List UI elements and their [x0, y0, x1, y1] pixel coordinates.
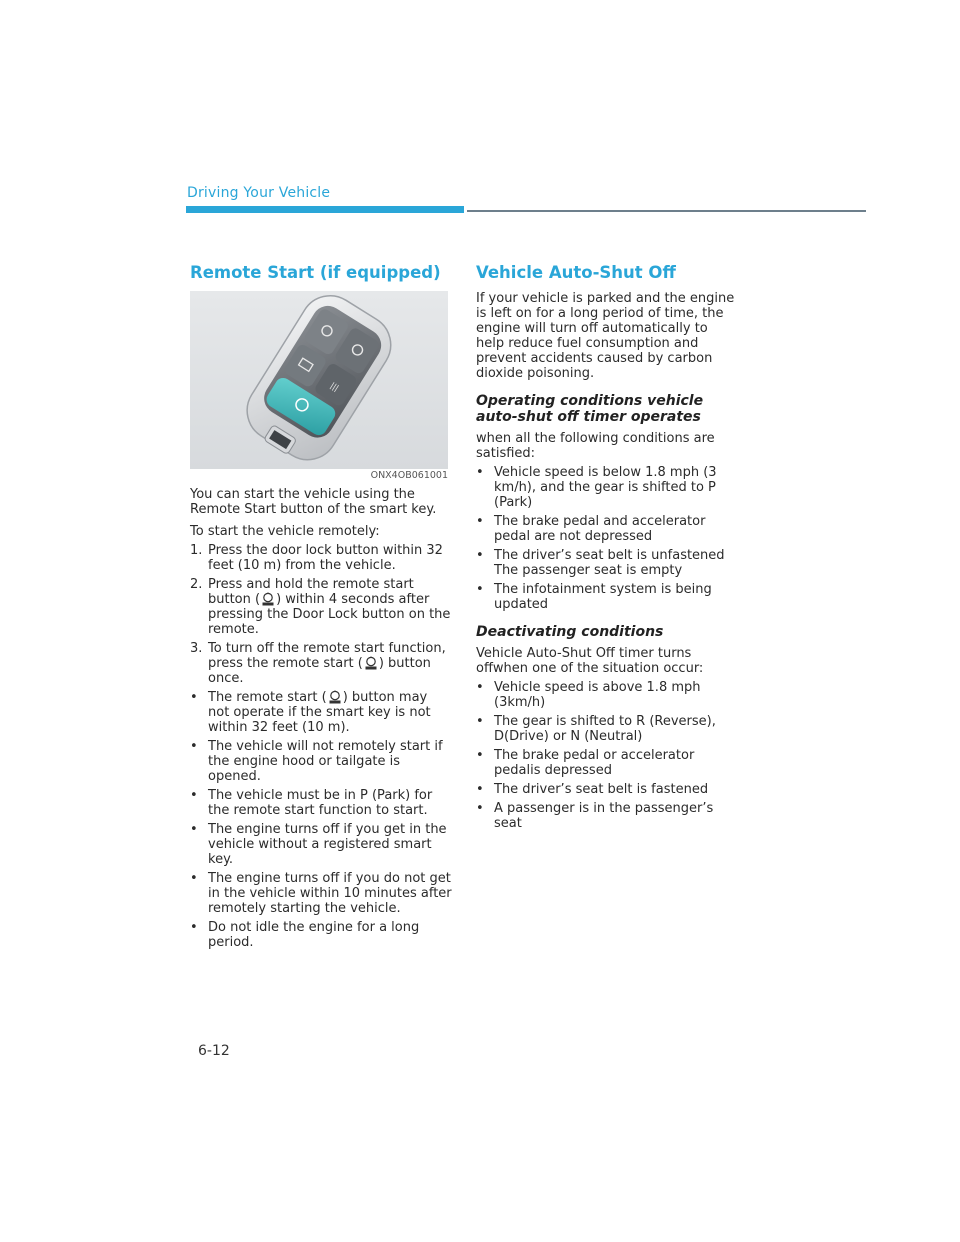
bullet: •: [476, 514, 484, 529]
header-accent-bar: [186, 206, 464, 213]
list-item: [476, 801, 738, 831]
bullet: •: [190, 788, 198, 803]
smart-key-figure: [190, 291, 448, 469]
bullet: •: [476, 714, 484, 729]
list-item: [190, 739, 452, 784]
deactivating-conditions-lead: Vehicle Auto-Shut Off timer turns offwhen one of the situation occur:: [476, 646, 704, 676]
list-item: [190, 690, 452, 735]
deactivating-conditions-list: [476, 680, 738, 831]
list-item: [476, 548, 738, 578]
condition-text: The brake pedal or accelerator pedalis depressed: [494, 748, 695, 778]
condition-text: A passenger is in the passenger’s seat: [494, 801, 714, 831]
figure-code: ONX4OB061001: [370, 470, 448, 481]
step-number: 3.: [190, 641, 203, 656]
remote-start-intro: You can start the vehicle using the Remote Start button of the smart key.: [190, 487, 437, 517]
condition-text: The brake pedal and accelerator pedal are not depressed: [494, 514, 706, 544]
list-item: [190, 577, 452, 637]
note-text-after: ) button may not operate if the smart key is not within 32 feet (10 m).: [208, 690, 431, 735]
step-text-after: ) within 4 seconds after pressing the Door Lock button on the remote.: [208, 592, 451, 637]
bullet: •: [190, 690, 198, 705]
bullet: •: [190, 920, 198, 935]
list-item: [190, 920, 452, 950]
right-column: [476, 262, 738, 835]
bullet: •: [476, 782, 484, 797]
list-item: [190, 641, 452, 686]
note-text: The vehicle must be in P (Park) for the remote start function to start.: [208, 788, 433, 818]
bullet: •: [476, 680, 484, 695]
step-text-after: ) button once.: [208, 656, 431, 686]
remote-start-steps: [190, 543, 452, 686]
note-text: The engine turns off if you do not get in the vehicle within 10 minutes after remotely starting the vehicle.: [208, 871, 452, 916]
bullet: •: [476, 582, 484, 597]
step-text: Press the door lock button within 32 feet (10 m) from the vehicle.: [208, 543, 443, 573]
list-item: [476, 680, 738, 710]
bullet: •: [476, 801, 484, 816]
bullet: •: [476, 548, 484, 563]
operating-conditions-heading: Operating conditions vehicle auto-shut off timer operates: [476, 393, 704, 425]
step-text-before: Press and hold the remote start button (: [208, 577, 414, 607]
note-text-before: The remote start (: [208, 690, 327, 705]
step-number: 2.: [190, 577, 203, 592]
list-item: [190, 788, 452, 818]
hold-remote-start-icon: [261, 592, 275, 606]
hold-remote-start-icon: [364, 656, 378, 670]
condition-text: Vehicle speed is above 1.8 mph (3km/h): [494, 680, 701, 710]
remote-start-heading: Remote Start (if equipped): [190, 263, 441, 282]
list-item: [476, 582, 738, 612]
auto-shut-off-intro: If your vehicle is parked and the engine is left on for a long period of time, the engine will turn off automatically to help reduce fuel consumption and prevent accidents caused by carbon dioxide poisoning.: [476, 291, 735, 381]
remote-start-lead: To start the vehicle remotely:: [190, 524, 380, 539]
step-number: 1.: [190, 543, 203, 558]
auto-shut-off-heading: Vehicle Auto-Shut Off: [476, 263, 676, 282]
list-item: [476, 782, 738, 797]
condition-text: The driver’s seat belt is unfastened The passenger seat is empty: [494, 548, 725, 578]
list-item: [190, 871, 452, 916]
list-item: [190, 543, 452, 573]
condition-text: The infotainment system is being updated: [494, 582, 712, 612]
svg-text:|||: |||: [328, 380, 341, 393]
bullet: •: [190, 822, 198, 837]
step-text-before: To turn off the remote start function, press the remote start (: [208, 641, 446, 671]
condition-text: The driver’s seat belt is fastened: [494, 782, 709, 797]
header-rule: [467, 210, 866, 212]
operating-conditions-lead: when all the following conditions are satisfied:: [476, 431, 715, 461]
list-item: [476, 465, 738, 510]
list-item: [190, 822, 452, 867]
note-text: The vehicle will not remotely start if the engine hood or tailgate is opened.: [208, 739, 443, 784]
header-title: Driving Your Vehicle: [187, 185, 331, 201]
condition-text: The gear is shifted to R (Reverse), D(Drive) or N (Neutral): [494, 714, 716, 744]
left-column: [190, 262, 452, 954]
note-text: Do not idle the engine for a long period.: [208, 920, 420, 950]
hold-remote-start-icon: [328, 690, 342, 704]
condition-text: Vehicle speed is below 1.8 mph (3 km/h), and the gear is shifted to P (Park): [494, 465, 717, 510]
bullet: •: [476, 465, 484, 480]
list-item: [476, 514, 738, 544]
operating-conditions-list: [476, 465, 738, 612]
note-text: The engine turns off if you get in the vehicle without a registered smart key.: [208, 822, 447, 867]
list-item: [476, 714, 738, 744]
smart-key-illustration: [190, 291, 448, 469]
page-number: 6-12: [198, 1043, 230, 1059]
bullet: •: [190, 739, 198, 754]
remote-start-notes: [190, 690, 452, 950]
bullet: •: [190, 871, 198, 886]
bullet: •: [476, 748, 484, 763]
deactivating-conditions-heading: Deactivating conditions: [476, 624, 664, 640]
list-item: [476, 748, 738, 778]
